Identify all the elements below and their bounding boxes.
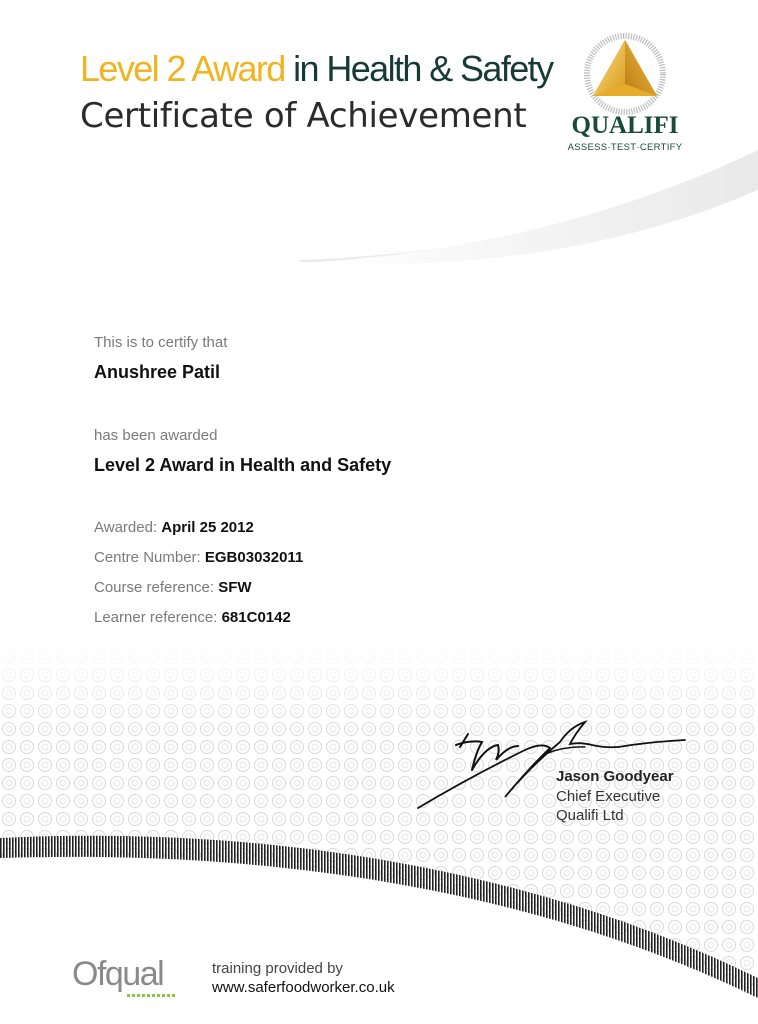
detail-label: Learner reference:	[94, 609, 222, 626]
title-subject: in Health & Safety	[293, 48, 553, 89]
detail-value: 681C0142	[221, 609, 291, 626]
provider-website-link[interactable]: www.saferfoodworker.co.uk	[212, 979, 395, 996]
detail-value: April 25 2012	[161, 519, 254, 536]
detail-value: SFW	[218, 579, 252, 596]
detail-label: Course reference:	[94, 579, 219, 596]
detail-awarded	[94, 519, 254, 536]
certificate-title	[80, 48, 552, 90]
qualifi-pyramid-icon	[560, 32, 690, 117]
certify-intro: This is to certify that	[94, 334, 228, 351]
detail-course-reference	[94, 579, 252, 596]
signatory-name: Jason Goodyear	[556, 768, 674, 785]
training-provided-by-label: training provided by	[212, 960, 343, 977]
ofqual-logo: Ofqual	[72, 955, 164, 993]
qualifi-logo-name: QUALIFI	[571, 112, 679, 139]
awarded-text: has been awarded	[94, 427, 218, 444]
recipient-name: Anushree Patil	[94, 362, 221, 382]
detail-label: Awarded:	[94, 519, 162, 536]
certificate-subtitle: Certificate of Achievement	[80, 96, 527, 136]
award-name: Level 2 Award in Health and Safety	[94, 455, 392, 475]
signatory-organisation: Qualifi Ltd	[556, 807, 624, 824]
signatory-title: Chief Executive	[556, 788, 661, 805]
qualifi-logo-tagline: ASSESS·TEST·CERTIFY	[567, 142, 683, 153]
title-level: Level 2 Award	[80, 48, 285, 89]
ofqual-logo-dots	[127, 994, 179, 999]
detail-learner-reference	[94, 609, 291, 626]
detail-label: Centre Number:	[94, 549, 205, 566]
detail-value: EGB03032011	[204, 549, 304, 566]
detail-centre-number	[94, 549, 303, 566]
